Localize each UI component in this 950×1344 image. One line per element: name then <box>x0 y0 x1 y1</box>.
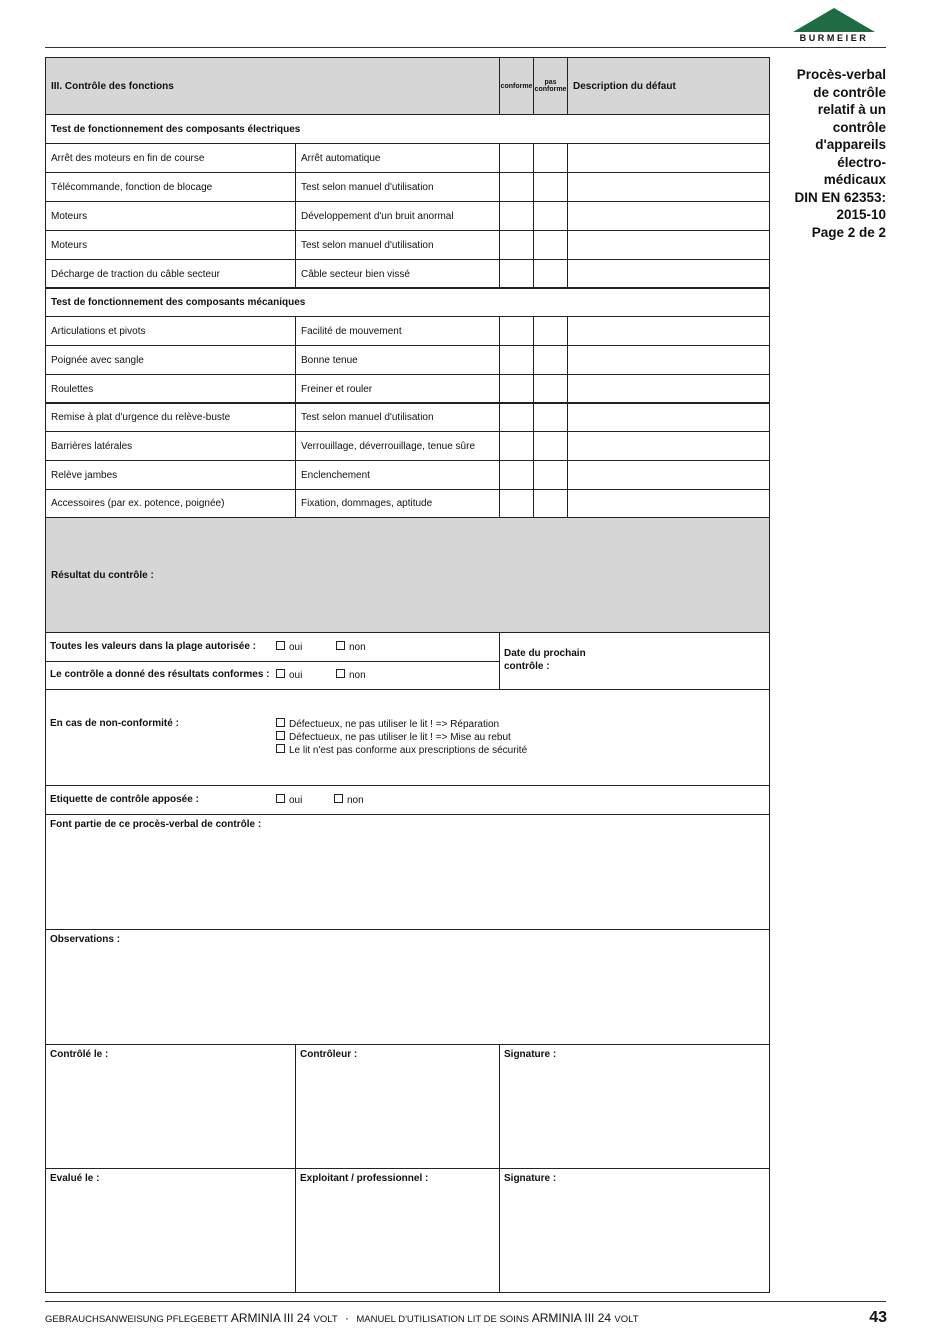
row-check: Test selon manuel d'utilisation <box>295 402 500 432</box>
side-title <box>775 66 886 241</box>
table-header-conforme: conforme <box>499 57 534 115</box>
values-non-option[interactable] <box>336 641 366 653</box>
row-item: Remise à plat d'urgence du relève-buste <box>45 402 296 432</box>
controlled-on-field[interactable] <box>45 1044 296 1169</box>
oui-label: oui <box>289 795 303 806</box>
checkbox-icon <box>276 718 285 727</box>
logo-text: BURMEIER <box>799 33 869 43</box>
footer-separator: · <box>345 1311 349 1325</box>
table-header-title: III. Contrôle des fonctions <box>45 57 500 115</box>
label-applied-label: Etiquette de contrôle apposée : <box>50 794 199 805</box>
row-item: Roulettes <box>45 374 296 404</box>
side-title-line: électro- <box>837 154 886 170</box>
row-check: Test selon manuel d'utilisation <box>295 230 500 260</box>
option-label: Défectueux, ne pas utiliser le lit ! => Mise au rebut <box>289 732 511 743</box>
row-item: Accessoires (par ex. potence, poignée) <box>45 489 296 518</box>
non-label: non <box>349 670 366 681</box>
footer-text <box>45 1311 639 1325</box>
roof-logo-icon <box>793 8 875 32</box>
conforme-label: conforme <box>534 86 567 93</box>
observations-label: Observations : <box>50 934 121 945</box>
row-item: Arrêt des moteurs en fin de course <box>45 143 296 173</box>
description-cell[interactable] <box>567 460 770 490</box>
description-cell[interactable] <box>567 201 770 231</box>
footer-fr-volt: VOLT <box>614 1314 639 1325</box>
table-header-pas-conforme <box>533 57 568 115</box>
table-header-description: Description du défaut <box>567 57 770 115</box>
operator-field[interactable] <box>295 1168 500 1293</box>
footer-de-volt: VOLT <box>313 1314 338 1325</box>
conforme-cell[interactable] <box>499 460 534 490</box>
conforme-cell[interactable] <box>499 316 534 346</box>
nonconform-option-scrap[interactable] <box>276 731 511 743</box>
option-label: Le lit n'est pas conforme aux prescriptions de sécurité <box>289 745 528 756</box>
conform-label: Le contrôle a donné des résultats conformes : <box>50 669 270 680</box>
side-title-line: Page 2 de 2 <box>811 224 886 240</box>
row-check: Verrouillage, déverrouillage, tenue sûre <box>295 431 500 461</box>
conform-oui-option[interactable] <box>276 669 302 681</box>
side-title-line: relatif à un <box>817 102 886 117</box>
oui-label: oui <box>289 670 303 681</box>
conforme-cell[interactable] <box>499 345 534 375</box>
conforme-cell[interactable] <box>499 489 534 518</box>
pas-conforme-cell[interactable] <box>533 201 568 231</box>
nonconform-option-repair[interactable] <box>276 718 499 730</box>
signature-label: Signature : <box>504 1049 557 1060</box>
pas-label: pas <box>544 79 557 86</box>
observations-field[interactable] <box>45 929 770 1045</box>
checkbox-icon <box>336 669 345 678</box>
description-cell[interactable] <box>567 489 770 518</box>
side-title-line: de contrôle <box>813 84 886 100</box>
checkbox-icon <box>336 641 345 650</box>
footer-de-model: ARMINIA III 24 <box>230 1311 311 1325</box>
evaluated-on-label: Evalué le : <box>50 1173 100 1184</box>
evaluated-on-field[interactable] <box>45 1168 296 1293</box>
values-label: Toutes les valeurs dans la plage autorisée : <box>50 641 257 652</box>
conforme-cell[interactable] <box>499 259 534 289</box>
pas-conforme-cell[interactable] <box>533 431 568 461</box>
controller-label: Contrôleur : <box>300 1049 358 1060</box>
pas-conforme-cell[interactable] <box>533 230 568 260</box>
side-title-line: médicaux <box>823 172 886 187</box>
section-title: Test de fonctionnement des composants électriques <box>45 114 770 144</box>
side-title-line: 2015-10 <box>836 207 886 222</box>
row-check: Test selon manuel d'utilisation <box>295 172 500 202</box>
pas-conforme-cell[interactable] <box>533 402 568 432</box>
conform-non-option[interactable] <box>336 669 366 681</box>
signature2-field[interactable] <box>499 1168 770 1293</box>
next-date-label: Date du prochain contrôle : <box>504 648 586 672</box>
side-title-line: Procès-verbal <box>796 67 886 82</box>
description-cell[interactable] <box>567 316 770 346</box>
row-check: Fixation, dommages, aptitude <box>295 489 500 518</box>
checkbox-icon <box>276 641 285 650</box>
pas-conforme-cell[interactable] <box>533 172 568 202</box>
pas-conforme-cell[interactable] <box>533 259 568 289</box>
attachments-field[interactable] <box>45 814 770 930</box>
footer-fr-title: MANUEL D'UTILISATION LIT DE SOINS <box>356 1314 530 1325</box>
pas-conforme-cell[interactable] <box>533 374 568 404</box>
description-cell[interactable] <box>567 230 770 260</box>
pas-conforme-cell[interactable] <box>533 345 568 375</box>
conforme-cell[interactable] <box>499 374 534 404</box>
checkbox-icon <box>334 794 343 803</box>
section-title: Test de fonctionnement des composants mécaniques <box>45 287 770 317</box>
signature2-label: Signature : <box>504 1173 557 1184</box>
label-oui-option[interactable] <box>276 794 302 806</box>
row-item: Barrières latérales <box>45 431 296 461</box>
row-check: Développement d'un bruit anormal <box>295 201 500 231</box>
conforme-cell[interactable] <box>499 201 534 231</box>
pas-conforme-cell[interactable] <box>533 489 568 518</box>
row-check: Câble secteur bien vissé <box>295 259 500 289</box>
non-label: non <box>349 642 366 653</box>
non-label: non <box>347 795 364 806</box>
brand-logo <box>793 8 875 43</box>
description-cell[interactable] <box>567 345 770 375</box>
controlled-on-label: Contrôlé le : <box>50 1049 109 1060</box>
description-cell[interactable] <box>567 259 770 289</box>
description-cell[interactable] <box>567 402 770 432</box>
row-item: Moteurs <box>45 230 296 260</box>
row-item: Relève jambes <box>45 460 296 490</box>
controller-field[interactable] <box>295 1044 500 1169</box>
pas-conforme-cell[interactable] <box>533 143 568 173</box>
signature-field[interactable] <box>499 1044 770 1169</box>
row-check: Enclenchement <box>295 460 500 490</box>
conforme-cell[interactable] <box>499 431 534 461</box>
checkbox-icon <box>276 731 285 740</box>
attachments-label: Font partie de ce procès-verbal de contrôle : <box>50 819 262 830</box>
description-cell[interactable] <box>567 143 770 173</box>
description-cell[interactable] <box>567 374 770 404</box>
checkbox-icon <box>276 744 285 753</box>
values-oui-option[interactable] <box>276 641 302 653</box>
row-item: Articulations et pivots <box>45 316 296 346</box>
description-cell[interactable] <box>567 431 770 461</box>
row-check: Freiner et rouler <box>295 374 500 404</box>
conforme-cell[interactable] <box>499 230 534 260</box>
conforme-cell[interactable] <box>499 143 534 173</box>
side-title-line: contrôle <box>832 119 886 135</box>
conforme-cell[interactable] <box>499 172 534 202</box>
result-title: Résultat du contrôle : <box>45 517 770 633</box>
side-title-line: d'appareils <box>815 137 886 152</box>
nonconform-label: En cas de non-conformité : <box>50 718 179 729</box>
option-label: Défectueux, ne pas utiliser le lit ! => Réparation <box>289 719 500 730</box>
nonconform-option-safety[interactable] <box>276 744 527 756</box>
footer-rule <box>45 1301 886 1302</box>
conforme-cell[interactable] <box>499 402 534 432</box>
row-item: Poignée avec sangle <box>45 345 296 375</box>
checkbox-icon <box>276 794 285 803</box>
header-rule <box>45 47 886 48</box>
pas-conforme-cell[interactable] <box>533 316 568 346</box>
row-check: Facilité de mouvement <box>295 316 500 346</box>
description-cell[interactable] <box>567 172 770 202</box>
row-item: Télécommande, fonction de blocage <box>45 172 296 202</box>
row-item: Moteurs <box>45 201 296 231</box>
footer-fr-model: ARMINIA III 24 <box>531 1311 612 1325</box>
checkbox-icon <box>276 669 285 678</box>
page-number: 43 <box>869 1309 887 1326</box>
pas-conforme-cell[interactable] <box>533 460 568 490</box>
row-item: Décharge de traction du câble secteur <box>45 259 296 289</box>
row-check: Bonne tenue <box>295 345 500 375</box>
row-check: Arrêt automatique <box>295 143 500 173</box>
side-title-line: DIN EN 62353: <box>794 189 886 205</box>
label-non-option[interactable] <box>334 794 364 806</box>
operator-label: Exploitant / professionnel : <box>300 1173 429 1184</box>
footer-de-title: GEBRAUCHSANWEISUNG PFLEGEBETT <box>45 1314 229 1325</box>
oui-label: oui <box>289 642 303 653</box>
